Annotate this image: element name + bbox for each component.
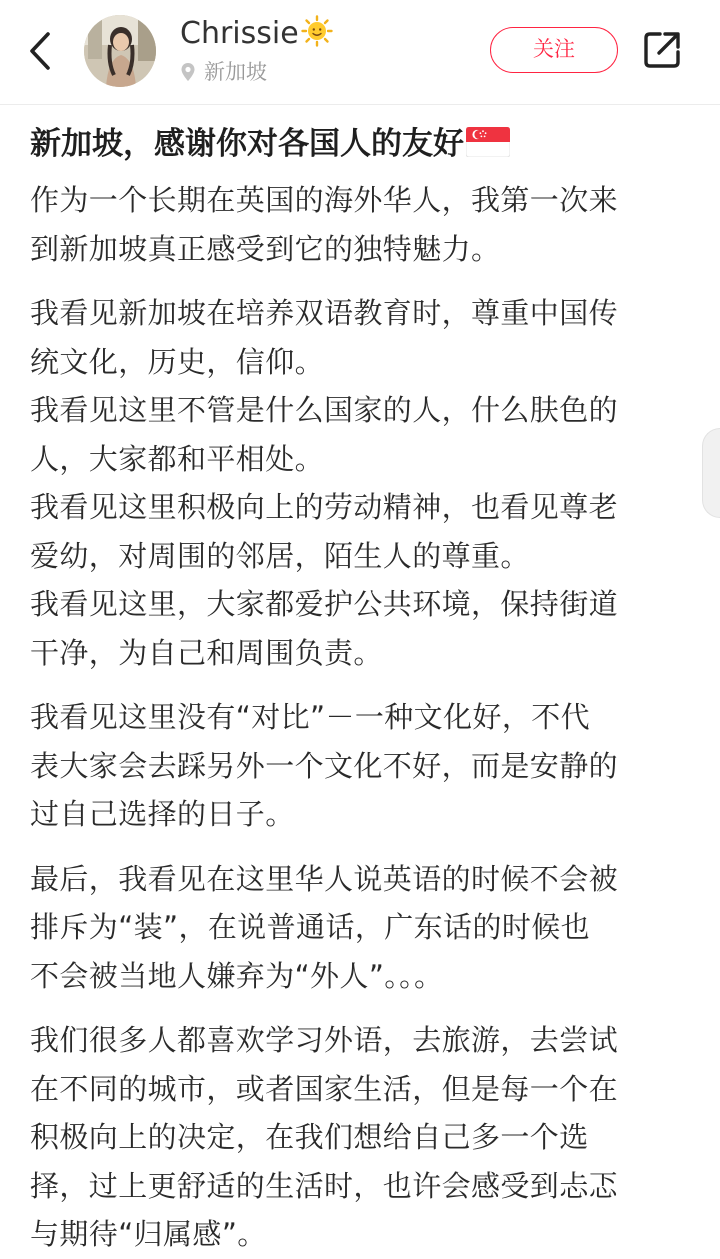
location-text: 新加坡 (204, 60, 267, 84)
side-scroll-handle[interactable] (702, 428, 720, 518)
paragraph-line: 干净，为自己和周围负责。 (30, 635, 383, 670)
paragraph-line: 过自己选择的日子。 (30, 797, 295, 831)
note-paragraph (30, 176, 694, 273)
paragraph-line: 统文化，历史，信仰。 (30, 344, 325, 379)
note-paragraph (30, 289, 694, 677)
paragraph-line: 表大家会去踩另外一个文化不好，而是安静的 (30, 748, 619, 783)
note-paragraph (30, 1016, 694, 1259)
note-header (0, 0, 720, 105)
paragraph-line: 作为一个长期在英国的海外华人，我第一次来 (30, 183, 619, 217)
note-title (30, 118, 694, 170)
follow-button-label: 关注 (533, 37, 575, 61)
paragraph-line: 在不同的城市，或者国家生活，但是每一个在 (30, 1071, 619, 1106)
paragraph-line: 与期待“归属感”。 (30, 1217, 267, 1251)
paragraph-line: 我看见这里不管是什么国家的人，什么肤色的 (30, 393, 619, 427)
paragraph-line: 不会被当地人嫌弃为“外人”。。。 (30, 958, 444, 993)
location-pin-icon (180, 61, 196, 81)
author-name[interactable] (180, 14, 333, 54)
avatar[interactable] (84, 15, 156, 87)
paragraph-line: 我看见这里，大家都爱护公共环境，保持街道 (30, 587, 619, 621)
paragraph-line: 人，大家都和平相处。 (30, 441, 325, 476)
author-name-text: Chrissie (180, 16, 299, 51)
paragraph-line: 积极向上的决定，在我们想给自己多一个选 (30, 1120, 589, 1154)
avatar-image (84, 15, 156, 87)
note-content (30, 118, 694, 1259)
paragraph-line: 我们很多人都喜欢学习外语，去旅游，去尝试 (30, 1023, 619, 1057)
author-location (180, 58, 267, 86)
singapore-flag-icon (466, 121, 510, 151)
share-icon (640, 28, 684, 72)
paragraph-line: 择，过上更舒适的生活时，也许会感受到忐忑 (30, 1168, 619, 1203)
sun-emoji-icon (301, 15, 333, 47)
paragraph-line: 我看见这里没有“对比”－一种文化好，不代 (30, 700, 591, 734)
note-body (30, 176, 694, 1259)
paragraph-line: 我看见这里积极向上的劳动精神，也看见尊老 (30, 490, 619, 524)
paragraph-line: 到新加坡真正感受到它的独特魅力。 (30, 231, 501, 266)
paragraph-line: 排斥为“装”，在说普通话，广东话的时候也 (30, 910, 591, 944)
note-paragraph (30, 855, 694, 1001)
paragraph-line: 我看见新加坡在培养双语教育时，尊重中国传 (30, 296, 619, 330)
note-title-text: 新加坡，感谢你对各国人的友好 (30, 126, 464, 162)
share-button[interactable] (640, 28, 684, 72)
back-button[interactable] (18, 26, 62, 76)
chevron-left-icon (18, 26, 62, 76)
paragraph-line: 爱幼，对周围的邻居，陌生人的尊重。 (30, 538, 530, 573)
paragraph-line: 最后，我看见在这里华人说英语的时候不会被 (30, 861, 619, 896)
note-paragraph (30, 693, 694, 839)
follow-button[interactable] (490, 27, 618, 73)
